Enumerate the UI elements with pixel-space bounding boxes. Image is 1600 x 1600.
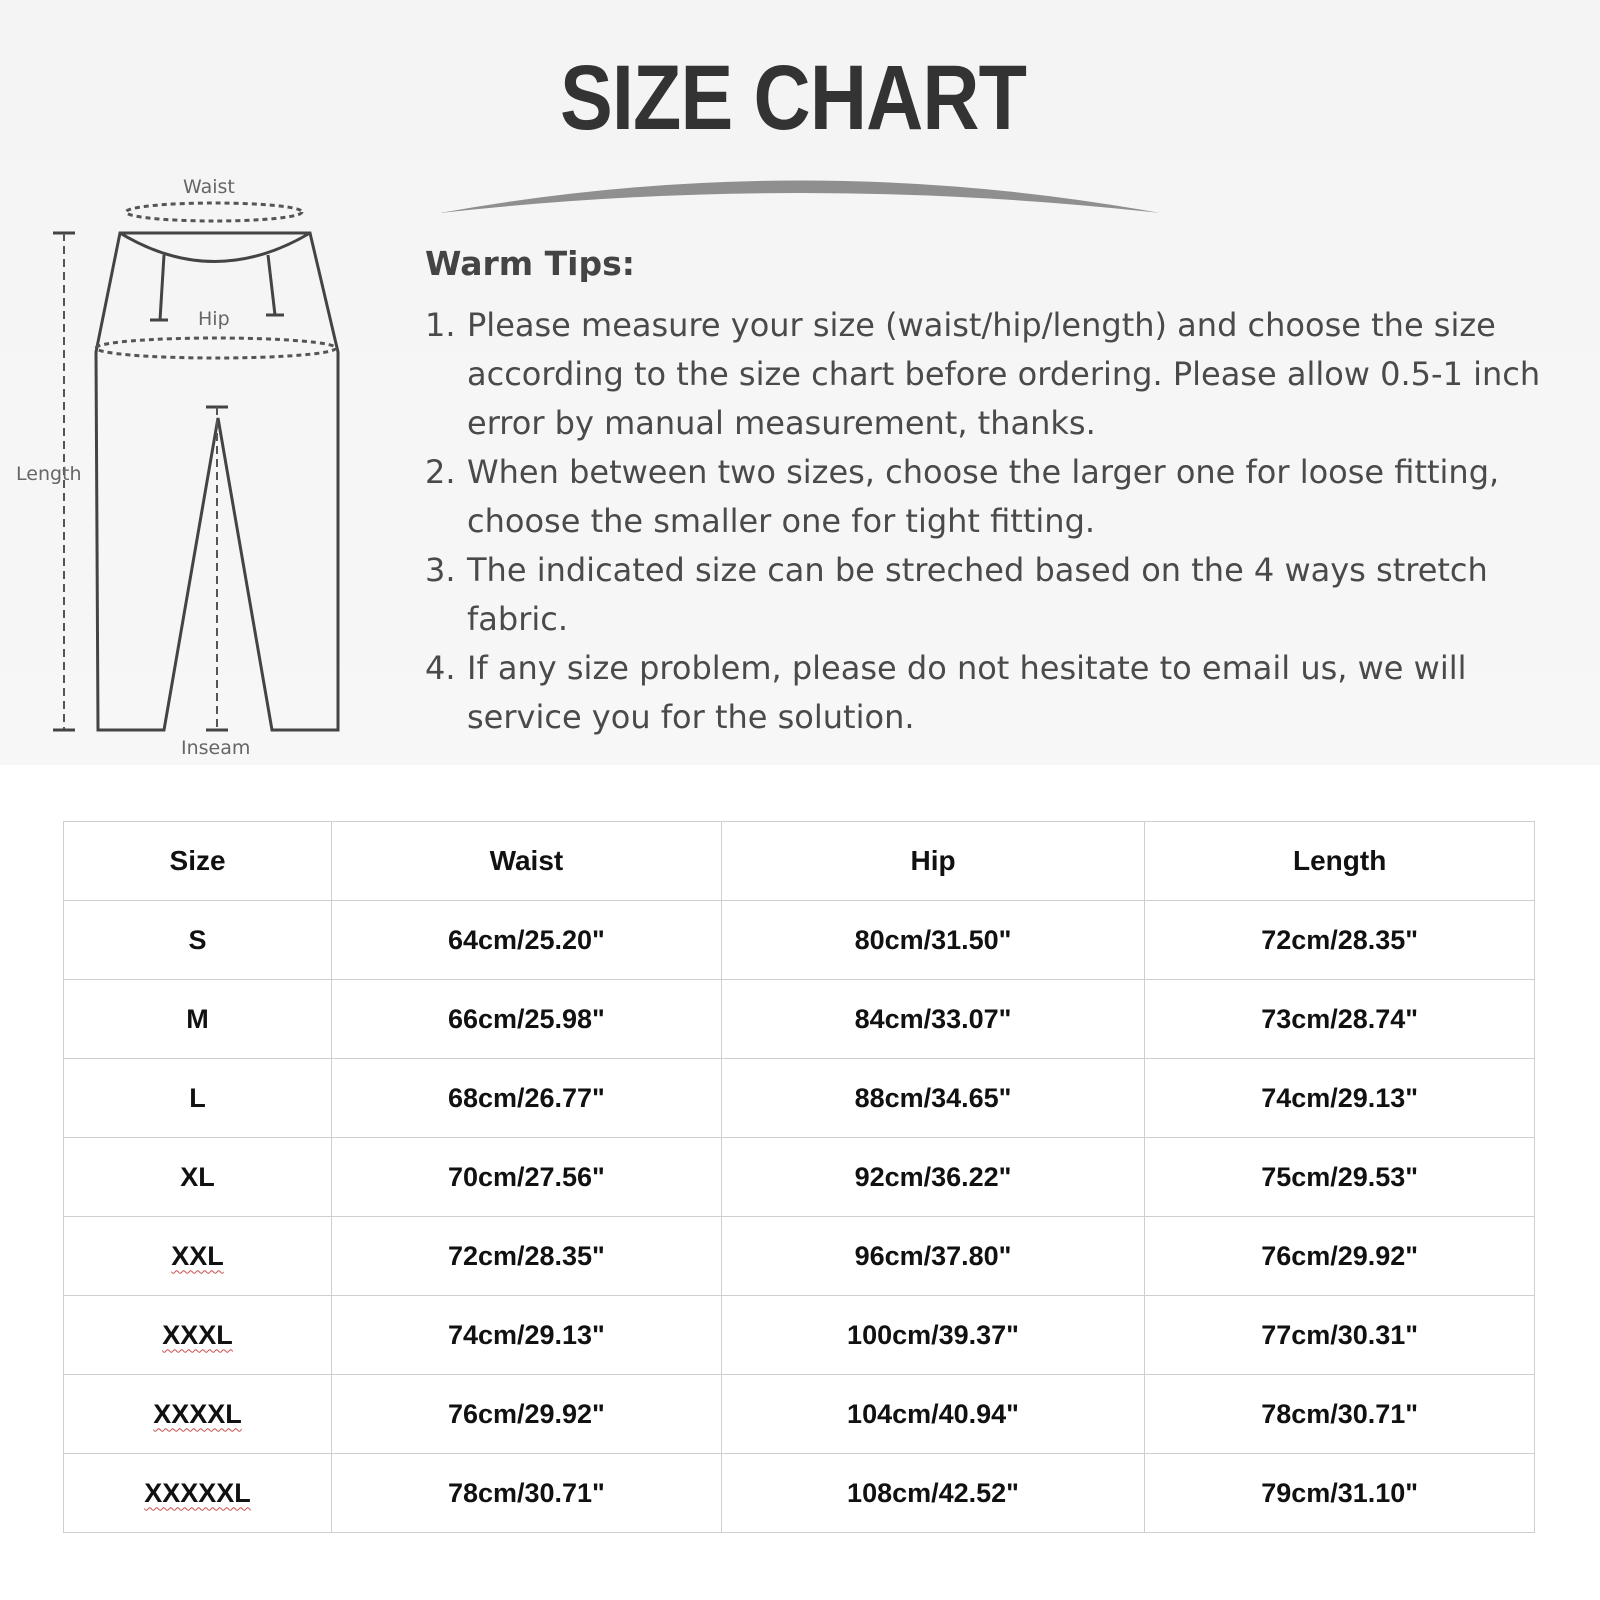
cell-size [64, 1375, 332, 1454]
cell-length: 78cm/30.71" [1145, 1375, 1535, 1454]
header-waist: Waist [332, 822, 722, 901]
cell-hip: 84cm/33.07" [721, 980, 1145, 1059]
tip-text: The indicated size can be streched based on the 4 ways stretch fabric. [467, 551, 1488, 638]
cell-waist: 68cm/26.77" [332, 1059, 722, 1138]
hip-measure-line [96, 338, 336, 358]
cell-waist: 76cm/29.92" [332, 1375, 722, 1454]
cell-hip: 100cm/39.37" [721, 1296, 1145, 1375]
page-title: SIZE CHART [560, 47, 1027, 149]
cell-length: 79cm/31.10" [1145, 1454, 1535, 1533]
table-row [64, 1375, 1535, 1454]
cell-hip: 80cm/31.50" [721, 901, 1145, 980]
cell-size: L [64, 1059, 332, 1138]
size-label: XXL [171, 1240, 224, 1271]
pants-measurement-diagram [0, 170, 400, 770]
tips-list [425, 301, 1575, 742]
cell-size: S [64, 901, 332, 980]
cell-size: XL [64, 1138, 332, 1217]
table-header-row [64, 822, 1535, 901]
cell-waist: 78cm/30.71" [332, 1454, 722, 1533]
cell-waist: 64cm/25.20" [332, 901, 722, 980]
tip-number: 4. [425, 649, 456, 687]
cell-waist: 72cm/28.35" [332, 1217, 722, 1296]
tip-number: 3. [425, 551, 456, 589]
table-row [64, 1059, 1535, 1138]
cell-size [64, 1296, 332, 1375]
tip-text: When between two sizes, choose the larger one for loose fitting, choose the smaller one for tight fitting. [467, 453, 1500, 540]
tip-text: Please measure your size (waist/hip/length) and choose the size according to the size chart before ordering. Please allow 0.5-1 inch error by manual measurement, thanks. [467, 306, 1541, 442]
cell-hip: 88cm/34.65" [721, 1059, 1145, 1138]
tip-number: 1. [425, 306, 456, 344]
cell-hip: 96cm/37.80" [721, 1217, 1145, 1296]
cell-hip: 104cm/40.94" [721, 1375, 1145, 1454]
cell-length: 72cm/28.35" [1145, 901, 1535, 980]
table-row [64, 1296, 1535, 1375]
hip-label: Hip [198, 308, 230, 330]
tip-item [425, 644, 1575, 742]
cell-waist: 74cm/29.13" [332, 1296, 722, 1375]
cell-length: 77cm/30.31" [1145, 1296, 1535, 1375]
cell-length: 73cm/28.74" [1145, 980, 1535, 1059]
waist-measure-line [126, 203, 302, 221]
tip-number: 2. [425, 453, 456, 491]
cell-length: 74cm/29.13" [1145, 1059, 1535, 1138]
tip-item [425, 301, 1575, 448]
length-label: Length [16, 463, 82, 485]
cell-waist: 66cm/25.98" [332, 980, 722, 1059]
waist-label: Waist [183, 176, 235, 198]
cell-hip: 92cm/36.22" [721, 1138, 1145, 1217]
table-row [64, 1217, 1535, 1296]
cell-hip: 108cm/42.52" [721, 1454, 1145, 1533]
inseam-label: Inseam [181, 737, 251, 759]
table-row [64, 980, 1535, 1059]
tip-text: If any size problem, please do not hesitate to email us, we will service you for the solution. [467, 649, 1467, 736]
table-row [64, 1138, 1535, 1217]
cell-length: 76cm/29.92" [1145, 1217, 1535, 1296]
size-table [63, 821, 1535, 1533]
warm-tips [425, 244, 1575, 742]
header-size: Size [64, 822, 332, 901]
cell-size [64, 1217, 332, 1296]
cell-size [64, 1454, 332, 1533]
tips-heading: Warm Tips: [425, 244, 635, 283]
cell-length: 75cm/29.53" [1145, 1138, 1535, 1217]
tip-item [425, 448, 1575, 546]
size-label: XXXL [162, 1319, 233, 1350]
cell-size: M [64, 980, 332, 1059]
tip-item [425, 546, 1575, 644]
cell-waist: 70cm/27.56" [332, 1138, 722, 1217]
title-swoosh-decoration [440, 168, 1160, 218]
table-row [64, 901, 1535, 980]
header-hip: Hip [721, 822, 1145, 901]
size-label: XXXXXL [144, 1477, 251, 1508]
table-row [64, 1454, 1535, 1533]
header-length: Length [1145, 822, 1535, 901]
size-label: XXXXL [153, 1398, 242, 1429]
